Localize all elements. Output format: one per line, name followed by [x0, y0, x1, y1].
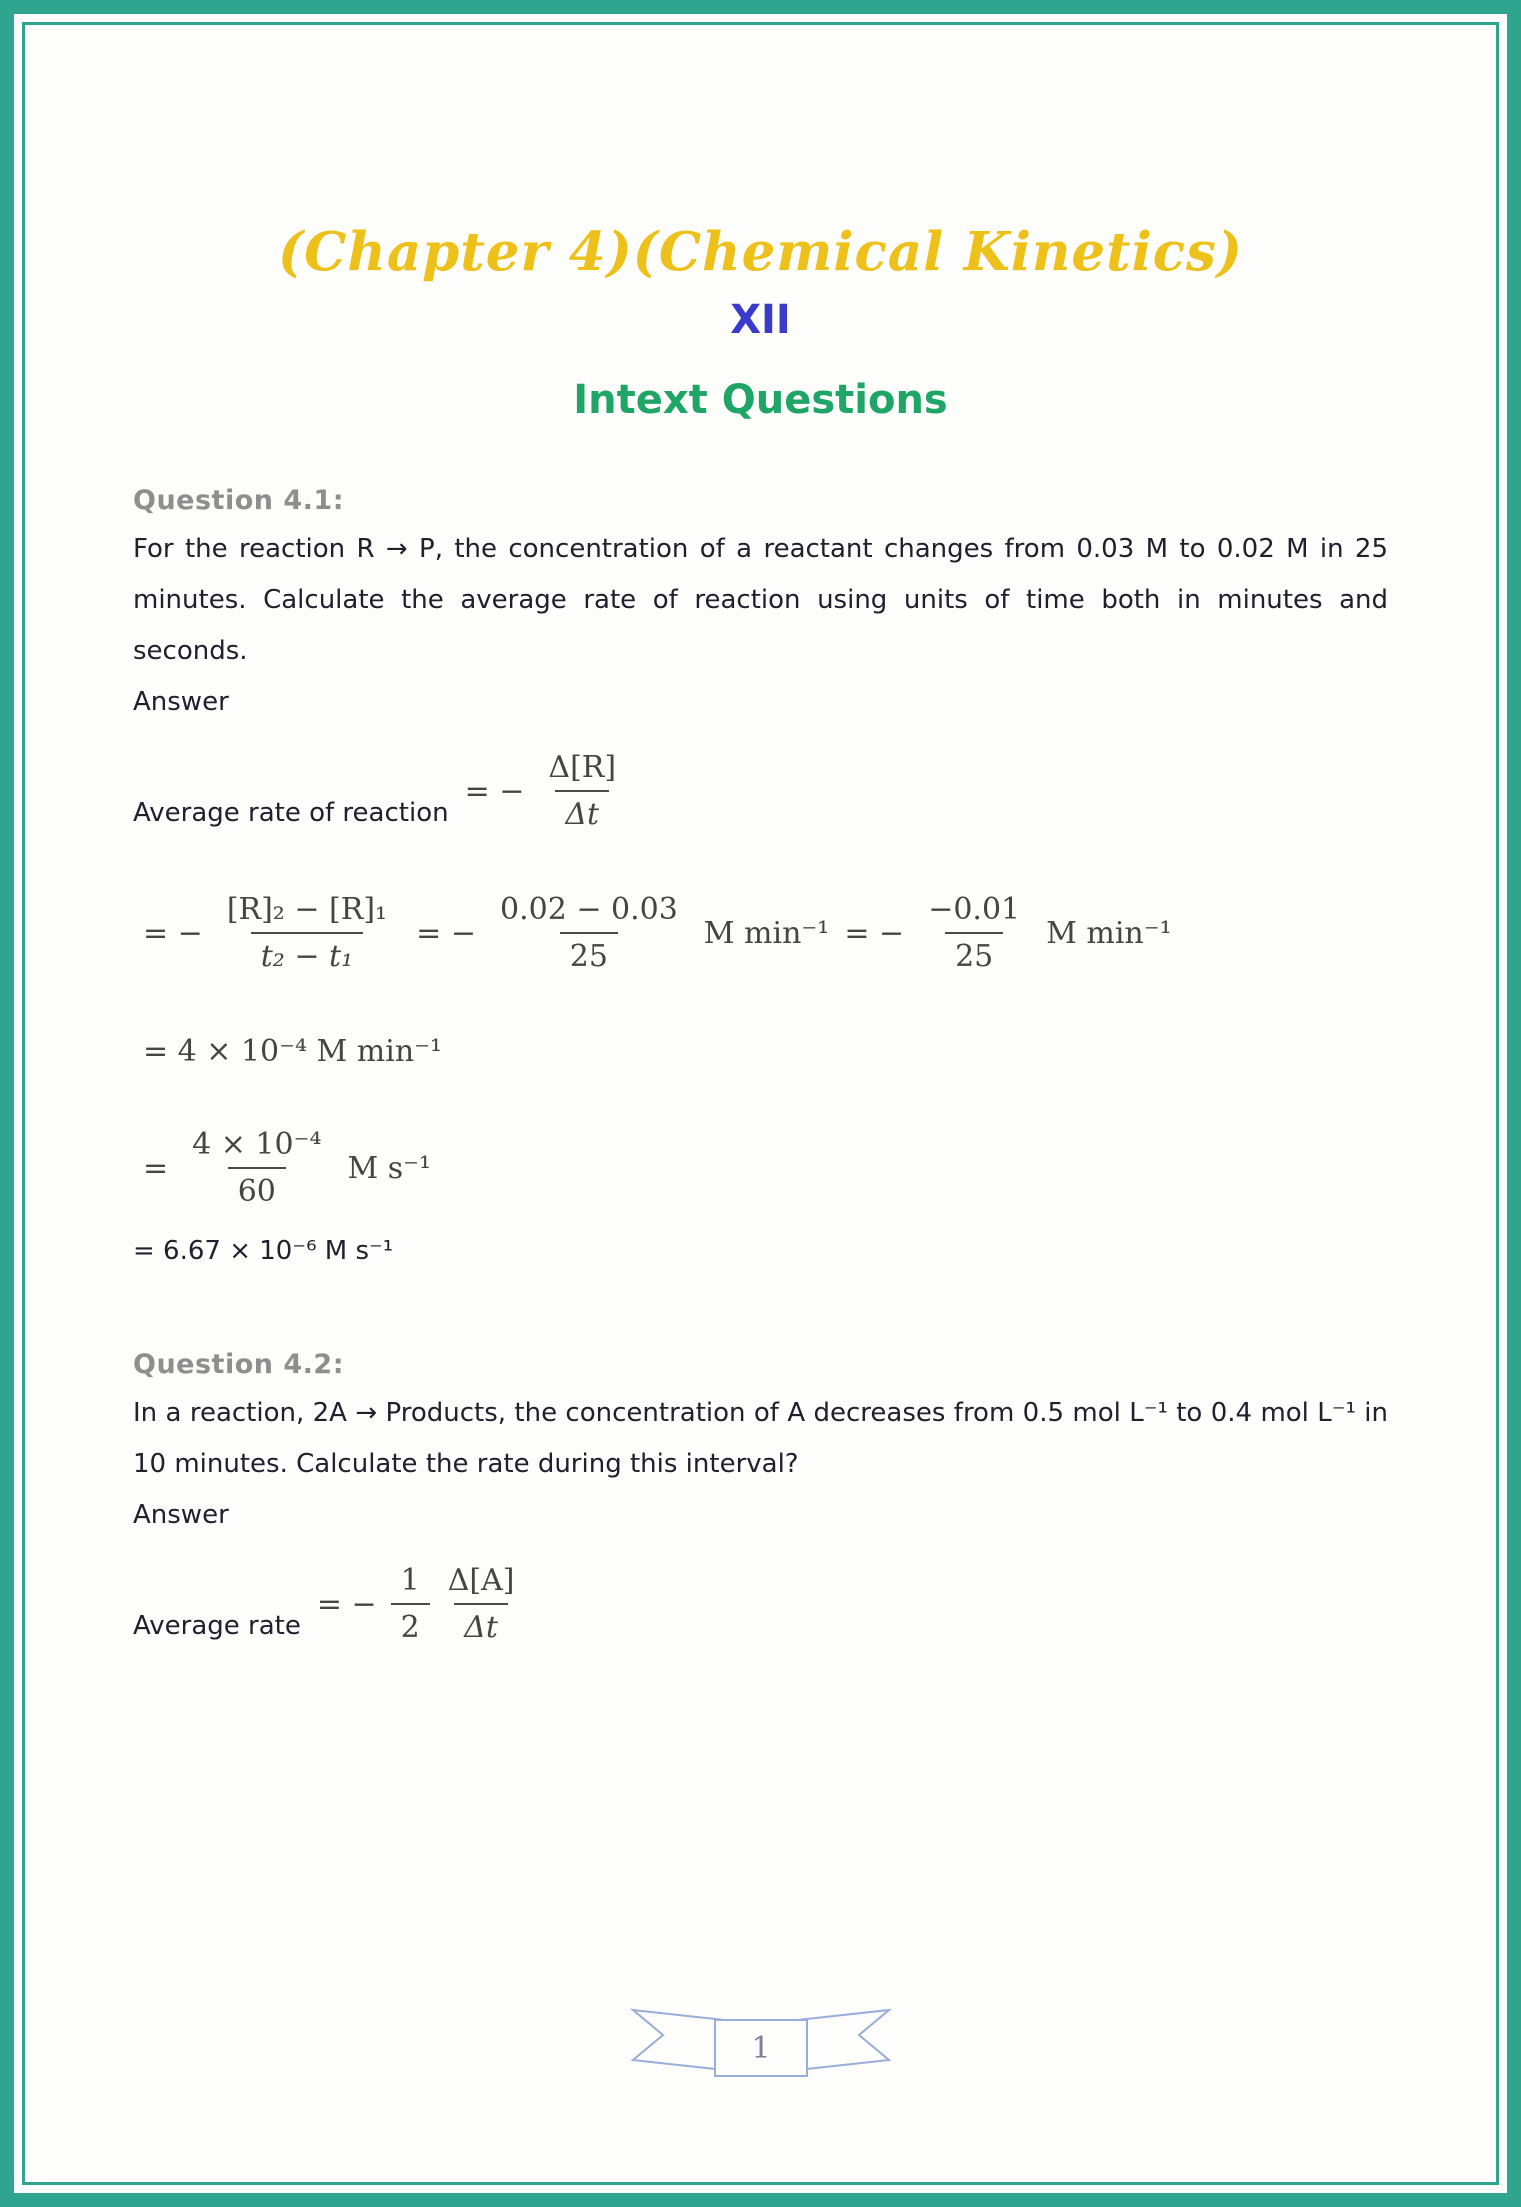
question-4-2-body: In a reaction, 2A → Products, the concentration of A decreases from 0.5 mol L⁻¹ to 0.4 mol L⁻¹ in 10 minutes. Calculate the rate during this interval?	[133, 1398, 1388, 1479]
fraction-numerator: Δ[R]	[548, 750, 617, 785]
formula-half-delta-a-over-delta-t	[317, 1561, 529, 1647]
formula-average-rate-definition	[133, 748, 1388, 834]
question-4-2-heading: Question 4.2:	[133, 1349, 345, 1380]
formula-concentration-difference	[143, 890, 401, 976]
formula-unit: M min⁻¹	[1046, 915, 1172, 951]
fraction-denominator: t₂ − t₁	[251, 932, 363, 976]
formula-prefix: = −	[464, 773, 525, 809]
fraction-one-half	[391, 1561, 430, 1647]
formula-prefix: = −	[844, 915, 905, 951]
formula-prefix: = −	[316, 1586, 377, 1622]
fraction-numerator: Δ[A]	[447, 1563, 515, 1598]
formula-delta-r-over-delta-t	[465, 748, 630, 834]
question-4-1-final-result: = 6.67 × 10⁻⁶ M s⁻¹	[133, 1236, 394, 1266]
fraction-denominator: Δt	[454, 1603, 508, 1647]
formula-rate-minutes-result: = 4 × 10⁻⁴ M min⁻¹	[143, 1034, 443, 1069]
fraction-denominator: 25	[560, 932, 618, 976]
section-title: Intext Questions	[573, 377, 948, 423]
fraction-numerator: [R]₂ − [R]₁	[226, 892, 388, 927]
average-rate-label: Average rate	[133, 1611, 301, 1641]
page-number-ribbon	[611, 2002, 911, 2086]
fraction	[217, 890, 397, 976]
fraction	[182, 1125, 331, 1211]
formula-prefix: =	[143, 1150, 169, 1186]
chapter-title: (Chapter 4)(Chemical Kinetics)	[278, 221, 1243, 283]
class-label: XII	[730, 297, 791, 343]
fraction-denominator: 2	[391, 1603, 430, 1647]
fraction-numerator: 0.02 − 0.03	[499, 892, 678, 927]
formula-unit: M s⁻¹	[347, 1150, 431, 1186]
formula-convert-to-seconds	[143, 1125, 431, 1211]
question-4-1-heading: Question 4.1:	[133, 485, 345, 516]
page-number: 1	[750, 2031, 771, 2066]
formula-average-rate-q2	[133, 1561, 1388, 1647]
formula-prefix: = −	[143, 915, 203, 951]
question-4-1-body: For the reaction R → P, the concentration of a reactant changes from 0.03 M to 0.02 M in 25 minutes. Calculate the average rate of reaction using units of time both in minutes and seconds.	[133, 534, 1388, 666]
page-content-frame	[22, 22, 1499, 2185]
fraction-numerator: 1	[400, 1563, 420, 1598]
fraction-numerator: 4 × 10⁻⁴	[192, 1127, 322, 1162]
fraction	[918, 890, 1030, 976]
fraction	[490, 890, 688, 976]
question-4-2-answer-label: Answer	[133, 1500, 229, 1530]
fraction	[538, 748, 626, 834]
formula-prefix: = −	[416, 915, 476, 951]
fraction-delta-a	[438, 1561, 525, 1647]
fraction-numerator: −0.01	[928, 892, 1021, 927]
fraction-denominator: Δt	[555, 790, 609, 834]
formula-unit: M min⁻¹	[703, 915, 830, 951]
question-4-1-answer-label: Answer	[133, 687, 229, 717]
formula-numeric-substitution	[416, 890, 829, 976]
formula-simplified-fraction	[844, 890, 1171, 976]
fraction-denominator: 60	[228, 1167, 286, 1211]
average-rate-label: Average rate of reaction	[133, 798, 449, 828]
fraction-denominator: 25	[945, 932, 1003, 976]
